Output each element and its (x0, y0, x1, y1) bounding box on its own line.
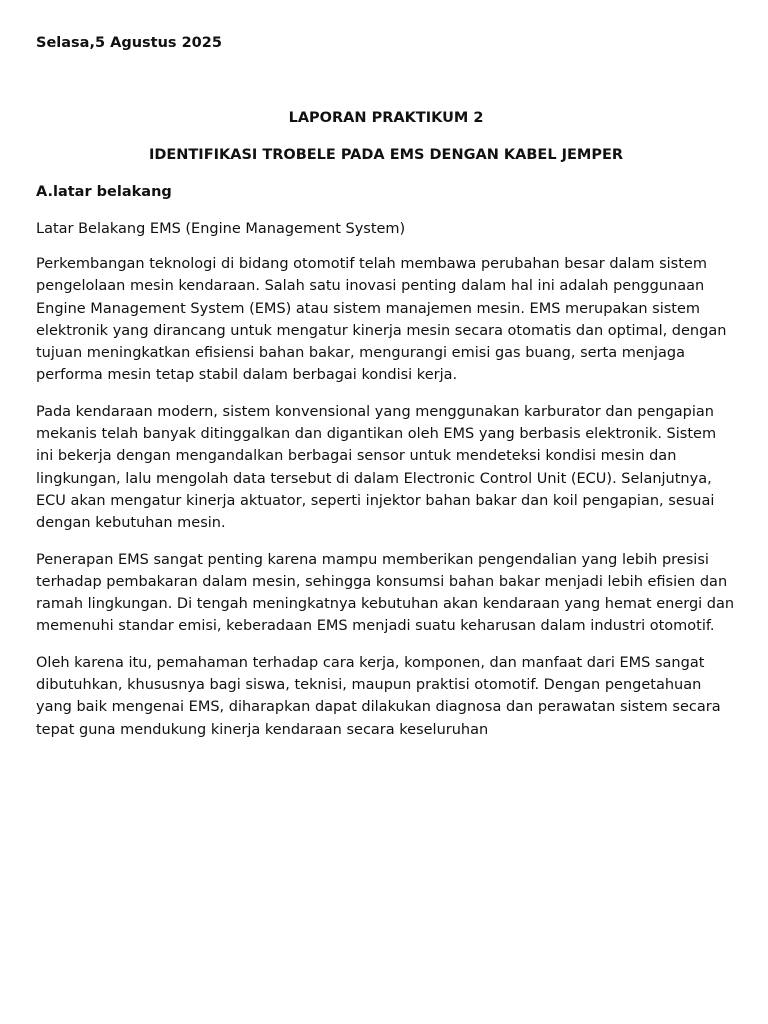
subheading: Latar Belakang EMS (Engine Management System) (36, 221, 406, 237)
report-title: LAPORAN PRAKTIKUM 2 (288, 110, 484, 126)
section-heading: A.latar belakang (36, 184, 172, 200)
paragraph: Pada kendaraan modern, sistem konvensional yang menggunakan karburator dan pengapian mekanis telah banyak ditinggalkan dan digantikan oleh EMS yang berbasis elektronik. Sistem ini bekerja dengan mengandalkan berbagai sensor untuk mendeteksi kondisi mesin dan lingkungan, lalu mengolah data tersebut di dalam Electronic Control Unit (ECU). Selanjutnya, ECU akan mengatur kinerja aktuator, seperti injektor bahan bakar dan koil pengapian, sesuai dengan kebutuhan mesin. (36, 403, 717, 532)
paragraph: Penerapan EMS sangat penting karena mampu memberikan pengendalian yang lebih presisi terhadap pembakaran dalam mesin, sehingga konsumsi bahan bakar menjadi lebih efisien dan ramah lingkungan. Di tengah meningkatnya kebutuhan akan kendaraan yang hemat energi dan memenuhi standar emisi, keberadaan EMS menjadi suatu keharusan dalam industri otomotif. (36, 551, 735, 635)
document-date: Selasa,5 Agustus 2025 (36, 35, 222, 51)
paragraph: Perkembangan teknologi di bidang otomotif telah membawa perubahan besar dalam sistem pengelolaan mesin kendaraan. Salah satu inovasi penting dalam hal ini adalah penggunaan Engine Management System (EMS) atau sistem manajemen mesin. EMS merupakan sistem elektronik yang dirancang untuk mengatur kinerja mesin secara otomatis dan optimal, dengan tujuan meningkatkan efisiensi bahan bakar, mengurangi emisi gas buang, serta menjaga performa mesin tetap stabil dalam berbagai kondisi kerja. (36, 256, 727, 384)
report-subtitle: IDENTIFIKASI TROBELE PADA EMS DENGAN KABEL JEMPER (148, 147, 624, 163)
document-page (36, 33, 736, 741)
paragraph: Oleh karena itu, pemahaman terhadap cara kerja, komponen, dan manfaat dari EMS sangat dibutuhkan, khususnya bagi siswa, teknisi, maupun praktisi otomotif. Dengan pengetahuan yang baik mengenai EMS, diharapkan dapat dilakukan diagnosa dan perawatan sistem secara tepat guna mendukung kinerja kendaraan secara keseluruhan (36, 654, 721, 738)
